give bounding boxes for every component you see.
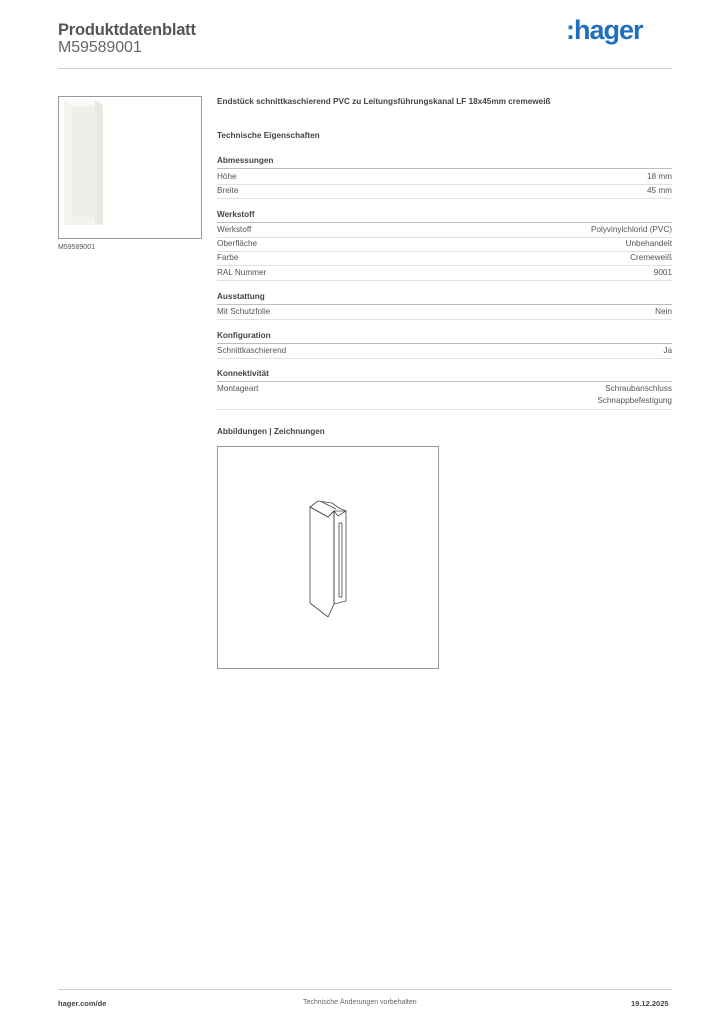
hager-logo: :hager	[566, 15, 643, 45]
end-piece-drawing	[218, 447, 438, 668]
spec-row	[217, 345, 672, 359]
spec-value	[597, 383, 672, 407]
spec-label: Oberfläche	[217, 239, 258, 248]
spec-row	[217, 252, 672, 266]
spec-row	[217, 306, 672, 320]
spec-label: Breite	[217, 186, 239, 195]
footer-website-link[interactable]: hager.com/de	[58, 999, 107, 1008]
spec-value: Ja	[663, 346, 672, 355]
spec-value: 9001	[653, 268, 672, 277]
spec-row	[217, 224, 672, 238]
group-title-konnektivitaet: Konnektivität	[217, 369, 672, 382]
spec-value-line: Schnappbefestigung	[597, 396, 672, 405]
footer-date: 19.12.2025	[631, 999, 669, 1008]
spec-row	[217, 238, 672, 252]
thumbnail-caption: M59589001	[58, 244, 95, 251]
spec-row	[217, 171, 672, 185]
spec-value: Unbehandelt	[625, 239, 672, 248]
spec-label: Schnittkaschierend	[217, 346, 287, 355]
header-divider	[58, 68, 672, 69]
spec-label: Werkstoff	[217, 225, 252, 234]
spec-label: Montageart	[217, 384, 259, 393]
spec-row	[217, 185, 672, 199]
product-thumbnail	[58, 96, 202, 239]
spec-value: Nein	[655, 307, 672, 316]
properties-heading: Technische Eigenschaften	[217, 131, 320, 140]
spec-label: Farbe	[217, 253, 239, 262]
drawings-heading: Abbildungen | Zeichnungen	[217, 427, 325, 436]
group-title-abmessungen: Abmessungen	[217, 156, 672, 169]
end-piece-photo	[59, 97, 201, 238]
spec-row	[217, 267, 672, 281]
spec-row	[217, 383, 672, 410]
group-title-ausstattung: Ausstattung	[217, 292, 672, 305]
spec-value-line: Schraubanschluss	[605, 384, 672, 393]
group-title-konfiguration: Konfiguration	[217, 331, 672, 344]
spec-value: 18 mm	[646, 172, 672, 181]
spec-label: Mit Schutzfolie	[217, 307, 271, 316]
footer-notice: Technische Änderungen vorbehalten	[303, 999, 417, 1006]
group-title-werkstoff: Werkstoff	[217, 210, 672, 223]
product-name: Endstück schnittkaschierend PVC zu Leitungsführungskanal LF 18x45mm cremeweiß	[217, 97, 551, 106]
spec-label: RAL Nummer	[217, 268, 267, 277]
footer-divider	[58, 989, 672, 990]
product-code: M59589001	[58, 39, 142, 56]
spec-label: Höhe	[217, 172, 237, 181]
spec-value: Polyvinylchlorid (PVC)	[591, 225, 672, 234]
spec-value: Cremeweiß	[630, 253, 672, 262]
technical-drawing	[217, 446, 439, 669]
page-title: Produktdatenblatt	[58, 21, 196, 39]
spec-value: 45 mm	[646, 186, 672, 195]
